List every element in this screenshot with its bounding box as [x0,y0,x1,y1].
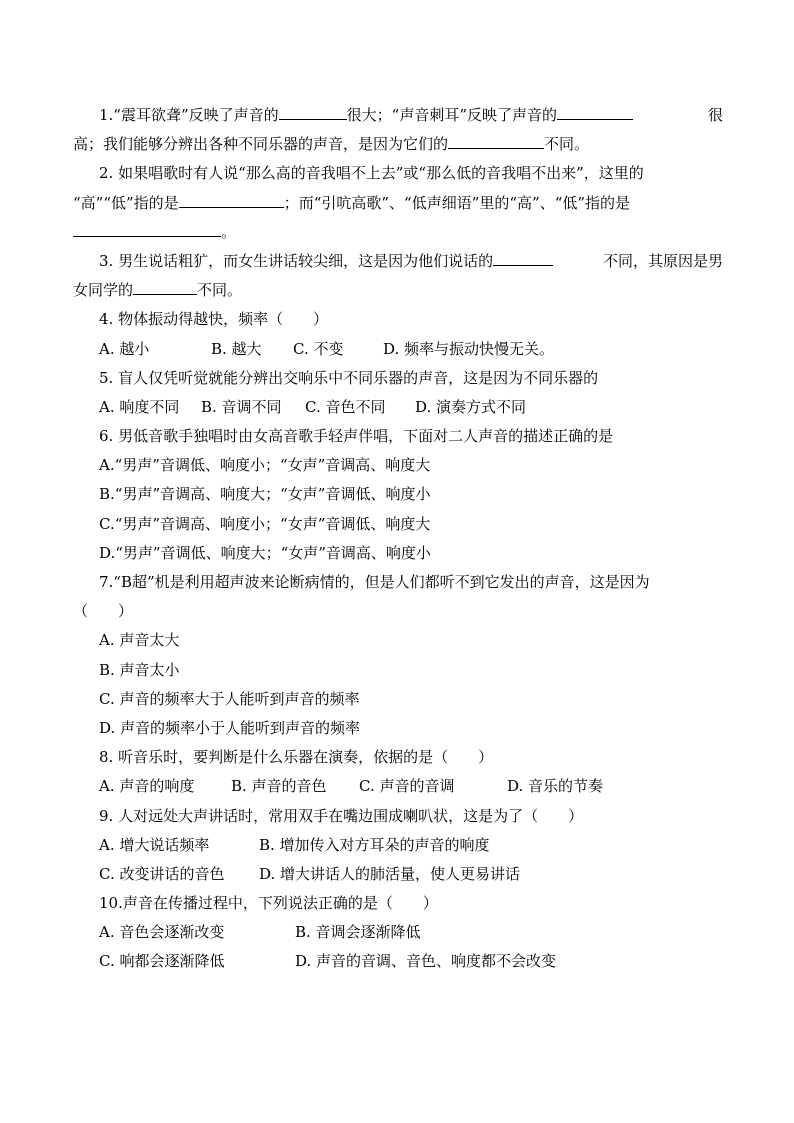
q1-text-5: 不同。 [544,135,590,154]
question-list [73,101,723,977]
q3-text-3: 女同学的 [73,281,134,300]
q8-option-a[interactable]: A. 声音的响度 [99,777,195,796]
q3-blank-2[interactable] [133,277,197,295]
q9-option-b[interactable]: B. 增加传入对方耳朵的声音的响度 [259,835,490,854]
q10-option-d[interactable]: D. 声音的音调、音色、响度都不会改变 [295,952,557,971]
q9-stem: 9. 人对远处大声讲话时，常用双手在嘴边围成喇叭状，这是为了（ ） [99,806,584,825]
q8-options [73,772,723,801]
q5-option-a[interactable]: A. 响度不同 [99,397,180,416]
q1-text-3: 很 [707,106,723,124]
q4-option-a[interactable]: A. 越小 [99,339,150,358]
q3-line-1 [73,247,723,276]
q1-text-4: 高；我们能够分辨出各种不同乐器的声音，是因为它们的 [73,135,449,154]
q1-blank-3[interactable] [448,131,544,149]
q6-option-d[interactable]: D.“男声”音调低、响度大；“女声”音调高、响度小 [99,543,431,562]
q6-option-a[interactable]: A.“男声”音调低、响度小；“女声”音调高、响度大 [99,456,431,475]
q10-option-c[interactable]: C. 响都会逐渐降低 [99,952,225,971]
q3-text-2: 不同，其原因是男 [602,251,723,270]
q3-text-4: 不同。 [197,281,243,300]
q2-blank-1[interactable] [179,190,284,208]
q2-line-2 [73,189,723,218]
q5-option-d[interactable]: D. 演奏方式不同 [415,397,527,416]
q6-stem: 6. 男低音歌手独唱时由女高音歌手轻声伴唱，下面对二人声音的描述正确的是 [99,427,614,446]
q5-option-c[interactable]: C. 音色不同 [305,397,386,416]
q7-option-c[interactable]: C. 声音的频率大于人能听到声音的频率 [99,689,360,708]
q9-option-a[interactable]: A. 增大说话频率 [99,835,210,854]
q10-options-row-1 [73,918,723,947]
q2-text-3: ；而“引吭高歌”、“低声细语”里的“高”、“低”指的是 [283,193,631,212]
q8-option-c[interactable]: C. 声音的音调 [359,777,455,796]
q9-options-row-2 [73,860,723,889]
q1-text-2: 很大；“声音刺耳”反映了声音的 [346,106,557,124]
q7-option-a[interactable]: A. 声音太大 [99,631,180,650]
q9-option-c[interactable]: C. 改变讲话的音色 [99,864,225,883]
q2-line-1 [73,159,723,188]
q2-line-3 [73,218,723,247]
q7-stem: 7.“B超”机是利用超声波来论断病情的，但是人们都听不到它发出的声音，这是因为 [99,573,650,591]
q4-option-d[interactable]: D. 频率与振动快慢无关。 [383,339,555,358]
q5-options [73,393,723,422]
q1-line-2 [73,130,723,159]
q4-option-c[interactable]: C. 不变 [293,339,344,358]
q1-blank-2[interactable] [557,102,633,120]
q3-text-1: 3. 男生说话粗犷，而女生讲话较尖细，这是因为他们说话的 [99,251,494,270]
q1-blank-1[interactable] [279,102,347,120]
q6-option-b[interactable]: B.“男声”音调高、响度大；“女声”音调低、响度小 [99,485,431,504]
q4-option-b[interactable]: B. 越大 [211,339,262,358]
q9-options-row-1 [73,831,723,860]
q2-text-1: 2. 如果唱歌时有人说“那么高的音我唱不上去”或“那么低的音我唱不出来”，这里的 [99,164,644,183]
q10-options-row-2 [73,947,723,976]
q9-option-d[interactable]: D. 增大讲话人的肺活量，使人更易讲话 [259,864,521,883]
q5-option-b[interactable]: B. 音调不同 [201,397,282,416]
q2-blank-2[interactable] [73,219,221,237]
q5-stem: 5. 盲人仅凭听觉就能分辨出交响乐中不同乐器的声音，这是因为不同乐器的 [99,368,599,387]
q4-options [73,335,723,364]
q10-option-b[interactable]: B. 音调会逐渐降低 [295,923,421,942]
q6-option-c[interactable]: C.“男声”音调高、响度小；“女声”音调低、响度大 [99,514,431,533]
q8-stem: 8. 听音乐时，要判断是什么乐器在演奏，依据的是（ ） [99,748,494,767]
q1-line-1 [73,101,723,130]
q8-option-b[interactable]: B. 声音的音色 [231,777,327,796]
q8-option-d[interactable]: D. 音乐的节奏 [507,777,604,796]
q10-stem: 10.声音在传播过程中，下列说法正确的是（ ） [99,894,438,913]
q7-option-d[interactable]: D. 声音的频率小于人能听到声音的频率 [99,718,361,737]
q7-stem-paren: （ ） [73,602,134,621]
q3-blank-1[interactable] [493,248,553,266]
q10-option-a[interactable]: A. 音色会逐渐改变 [99,923,225,942]
q7-option-b[interactable]: B. 声音太小 [99,660,180,679]
q1-text-1: 1.“震耳欲聋”反映了声音的 [99,106,279,124]
q4-stem: 4. 物体振动得越快，频率（ ） [99,310,329,329]
q3-line-2 [73,276,723,305]
q2-text-4: 。 [221,222,237,241]
q2-text-2: “高”“低”指的是 [73,193,179,212]
